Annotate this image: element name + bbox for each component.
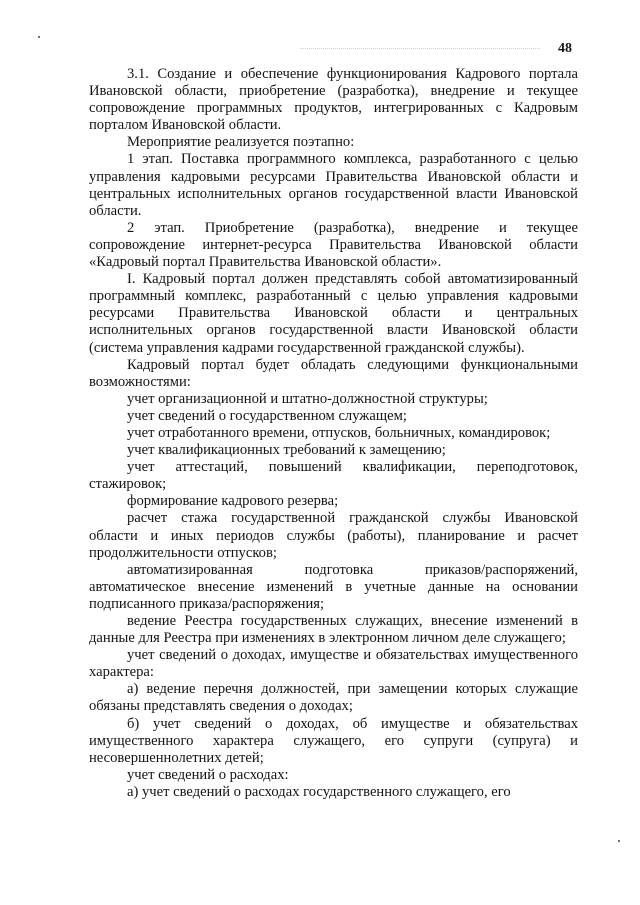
list-item: а) учет сведений о расходах государственного служащего, его <box>127 783 511 800</box>
scan-speck <box>38 36 40 38</box>
list-item: а) ведение перечня должностей, при замещении которых служащие обязаны представлять сведения о доходах; <box>89 681 578 715</box>
list-item: учет отработанного времени, отпусков, больничных, командировок; <box>127 424 551 441</box>
stage-paragraph: 1 этап. Поставка программного комплекса, разработанного с целью управления кадровыми ресурсами Правительства Ивановской области и центральных исполнительных органов государственной власти Ивановской области. <box>89 151 578 219</box>
paragraph: Кадровый портал будет обладать следующими функциональными возможностями: <box>89 356 578 390</box>
list-item: учет квалификационных требований к замещению; <box>127 442 446 459</box>
list-item: б) учет сведений о доходах, об имуществе и обязательствах имущественного характера служащего, его супруги (супруга) и несовершеннолетних детей; <box>89 715 578 766</box>
scan-speck <box>618 840 620 842</box>
list-item: учет аттестаций, повышений квалификации, переподготовок, стажировок; <box>89 459 578 493</box>
list-item: автоматизированная подготовка приказов/распоряжений, автоматическое внесение изменений в учетные данные на основании подписанного приказа/распоряжения; <box>89 561 578 612</box>
stage-paragraph: 2 этап. Приобретение (разработка), внедрение и текущее сопровождение интернет-ресурса Правительства Ивановской области «Кадровый портал Правительства Ивановской области». <box>89 219 578 271</box>
page-number: 48 <box>558 41 572 56</box>
section-heading-paragraph: 3.1. Создание и обеспечение функционирования Кадрового портала Ивановской области, приобретение (разработка), внедрение и текущее сопровождение программных продуктов, интегрированных с Кадровым порталом Ивановской области. <box>89 66 578 134</box>
list-item: формирование кадрового резерва; <box>127 493 339 510</box>
scan-artifact <box>300 48 540 51</box>
paragraph: Мероприятие реализуется поэтапно: <box>127 134 355 151</box>
list-item: учет сведений о государственном служащем; <box>127 407 407 424</box>
list-item: учет сведений о доходах, имуществе и обязательствах имущественного характера: <box>89 647 578 681</box>
list-item: учет сведений о расходах: <box>127 766 289 783</box>
list-item: расчет стажа государственной гражданской службы Ивановской области и иных периодов службы (работы), планирование и расчет продолжительности отпусков; <box>89 510 578 561</box>
paragraph: I. Кадровый портал должен представлять собой автоматизированный программный комплекс, разработанный с целью управления кадровыми ресурсами Правительства Ивановской области и центральных исполнительных органов государственной власти Ивановской области (система управления кадрами государственной гражданской службы). <box>89 271 578 356</box>
document-body <box>89 66 578 801</box>
list-item: учет организационной и штатно-должностной структуры; <box>127 390 488 407</box>
list-item: ведение Реестра государственных служащих, внесение изменений в данные для Реестра при изменениях в электронном личном деле служащего; <box>89 613 578 647</box>
